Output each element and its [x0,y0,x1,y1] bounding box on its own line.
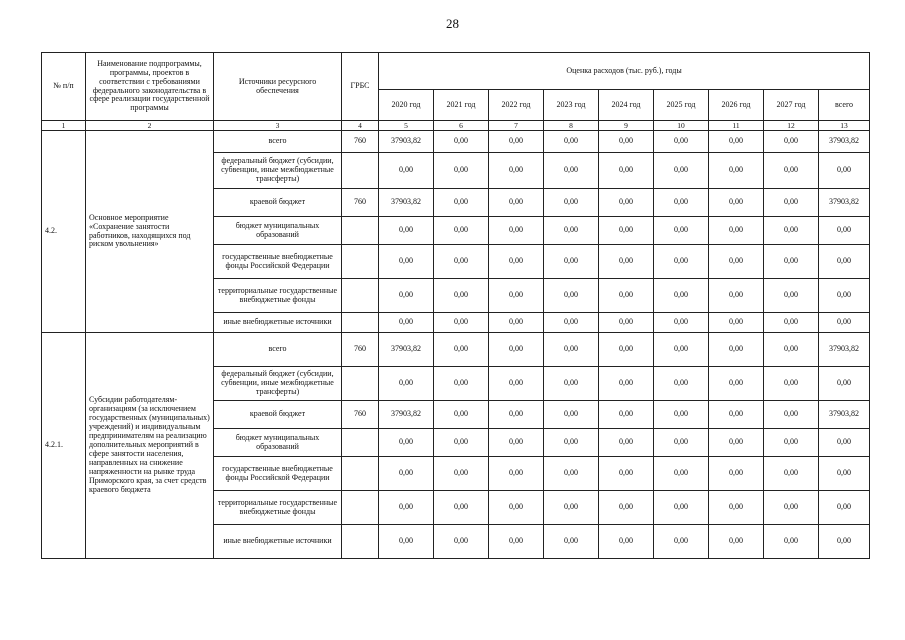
amount-cell: 0,00 [654,153,709,189]
amount-cell: 0,00 [819,245,870,279]
amount-cell: 0,00 [654,217,709,245]
amount-cell: 0,00 [709,367,764,401]
amount-cell: 0,00 [544,279,599,313]
amount-cell: 0,00 [544,457,599,491]
funding-source: бюджет муниципальных образований [214,217,342,245]
amount-cell: 0,00 [654,525,709,559]
amount-cell: 0,00 [379,313,434,333]
amount-cell: 0,00 [654,401,709,429]
amount-cell: 0,00 [599,333,654,367]
column-number: 4 [342,121,379,131]
amount-cell: 0,00 [379,429,434,457]
amount-cell: 0,00 [544,131,599,153]
amount-cell: 0,00 [489,279,544,313]
table-row [42,333,870,367]
amount-cell: 0,00 [709,313,764,333]
amount-cell: 0,00 [764,525,819,559]
grbs-code: 760 [342,401,379,429]
amount-cell: 0,00 [434,131,489,153]
amount-cell: 0,00 [819,525,870,559]
amount-cell: 0,00 [654,429,709,457]
amount-cell: 0,00 [709,217,764,245]
amount-cell: 0,00 [709,131,764,153]
budget-table [41,52,870,559]
amount-cell: 0,00 [544,217,599,245]
amount-cell: 0,00 [434,525,489,559]
amount-cell: 0,00 [819,153,870,189]
amount-cell: 0,00 [764,429,819,457]
amount-cell: 37903,82 [819,189,870,217]
column-number: 10 [654,121,709,131]
amount-cell: 0,00 [819,313,870,333]
grbs-code [342,367,379,401]
amount-cell: 0,00 [434,333,489,367]
amount-cell: 0,00 [544,153,599,189]
amount-cell: 37903,82 [819,333,870,367]
amount-cell: 0,00 [819,491,870,525]
amount-cell: 0,00 [379,525,434,559]
amount-cell: 0,00 [489,313,544,333]
header-year: 2020 год [379,90,434,121]
header-source: Источники ресурсного обеспечения [214,53,342,121]
amount-cell: 0,00 [709,457,764,491]
amount-cell: 0,00 [544,401,599,429]
grbs-code [342,313,379,333]
amount-cell: 0,00 [654,367,709,401]
header-year: 2023 год [544,90,599,121]
amount-cell: 0,00 [544,189,599,217]
amount-cell: 0,00 [654,491,709,525]
amount-cell: 0,00 [434,313,489,333]
header-year: 2027 год [764,90,819,121]
row-number: 4.2. [42,131,86,333]
amount-cell: 0,00 [709,525,764,559]
column-number: 13 [819,121,870,131]
column-number: 9 [599,121,654,131]
amount-cell: 37903,82 [379,401,434,429]
activity-name: Основное мероприятие «Сохранение занятости работников, находящихся под риском увольнения» [86,131,214,333]
amount-cell: 0,00 [819,367,870,401]
header-year: всего [819,90,870,121]
amount-cell: 0,00 [819,279,870,313]
amount-cell: 0,00 [434,217,489,245]
grbs-code [342,525,379,559]
funding-source: федеральный бюджет (субсидии, субвенции, иные межбюджетные трансферты) [214,367,342,401]
amount-cell: 0,00 [434,245,489,279]
grbs-code: 760 [342,131,379,153]
amount-cell: 0,00 [599,429,654,457]
amount-cell: 0,00 [489,217,544,245]
header-estimate: Оценка расходов (тыс. руб.), годы [379,53,870,90]
amount-cell: 0,00 [764,313,819,333]
amount-cell: 0,00 [434,429,489,457]
amount-cell: 0,00 [379,367,434,401]
header-name: Наименование подпрограммы, программы, проектов в соответствии с требованиями федерального законодательства в сфере реализации государственной программы [86,53,214,121]
funding-source: иные внебюджетные источники [214,525,342,559]
amount-cell: 0,00 [764,457,819,491]
amount-cell: 0,00 [434,279,489,313]
row-number: 4.2.1. [42,333,86,559]
amount-cell: 0,00 [489,401,544,429]
funding-source: государственные внебюджетные фонды Российской Федерации [214,457,342,491]
amount-cell: 0,00 [379,491,434,525]
amount-cell: 0,00 [764,245,819,279]
amount-cell: 0,00 [709,189,764,217]
amount-cell: 0,00 [599,525,654,559]
funding-source: территориальные государственные внебюджетные фонды [214,491,342,525]
amount-cell: 0,00 [654,189,709,217]
amount-cell: 0,00 [654,333,709,367]
amount-cell: 0,00 [654,457,709,491]
table-row [42,131,870,153]
funding-source: всего [214,131,342,153]
amount-cell: 0,00 [489,457,544,491]
amount-cell: 37903,82 [819,131,870,153]
header-year: 2024 год [599,90,654,121]
amount-cell: 0,00 [489,525,544,559]
amount-cell: 0,00 [599,189,654,217]
funding-source: бюджет муниципальных образований [214,429,342,457]
amount-cell: 0,00 [764,491,819,525]
amount-cell: 0,00 [599,457,654,491]
amount-cell: 0,00 [599,245,654,279]
funding-source: краевой бюджет [214,189,342,217]
amount-cell: 0,00 [379,279,434,313]
column-number: 1 [42,121,86,131]
funding-source: иные внебюджетные источники [214,313,342,333]
amount-cell: 0,00 [544,245,599,279]
amount-cell: 0,00 [489,245,544,279]
grbs-code: 760 [342,189,379,217]
amount-cell: 0,00 [434,457,489,491]
header-year: 2021 год [434,90,489,121]
amount-cell: 0,00 [544,525,599,559]
amount-cell: 0,00 [544,367,599,401]
amount-cell: 37903,82 [379,189,434,217]
funding-source: государственные внебюджетные фонды Российской Федерации [214,245,342,279]
column-number: 8 [544,121,599,131]
amount-cell: 0,00 [379,457,434,491]
amount-cell: 0,00 [709,333,764,367]
grbs-code [342,279,379,313]
column-number: 7 [489,121,544,131]
column-number: 11 [709,121,764,131]
funding-source: краевой бюджет [214,401,342,429]
amount-cell: 0,00 [819,217,870,245]
amount-cell: 0,00 [599,313,654,333]
amount-cell: 0,00 [434,153,489,189]
amount-cell: 0,00 [819,457,870,491]
column-numbers-row [42,121,870,131]
grbs-code [342,217,379,245]
amount-cell: 0,00 [764,131,819,153]
funding-source: всего [214,333,342,367]
header-year: 2026 год [709,90,764,121]
amount-cell: 0,00 [764,217,819,245]
amount-cell: 0,00 [379,153,434,189]
grbs-code [342,429,379,457]
amount-cell: 0,00 [654,131,709,153]
funding-source: территориальные государственные внебюджетные фонды [214,279,342,313]
amount-cell: 0,00 [599,279,654,313]
amount-cell: 0,00 [599,367,654,401]
column-number: 5 [379,121,434,131]
amount-cell: 0,00 [544,333,599,367]
amount-cell: 37903,82 [379,131,434,153]
amount-cell: 0,00 [434,367,489,401]
amount-cell: 0,00 [599,153,654,189]
grbs-code [342,245,379,279]
amount-cell: 0,00 [764,189,819,217]
header-year: 2025 год [654,90,709,121]
column-number: 6 [434,121,489,131]
grbs-code [342,153,379,189]
header-grbs: ГРБС [342,53,379,121]
column-number: 2 [86,121,214,131]
amount-cell: 0,00 [599,491,654,525]
amount-cell: 0,00 [599,131,654,153]
grbs-code [342,457,379,491]
amount-cell: 0,00 [764,401,819,429]
amount-cell: 0,00 [709,245,764,279]
amount-cell: 0,00 [709,401,764,429]
column-number: 3 [214,121,342,131]
amount-cell: 0,00 [489,429,544,457]
column-number: 12 [764,121,819,131]
amount-cell: 0,00 [379,245,434,279]
amount-cell: 0,00 [434,189,489,217]
amount-cell: 0,00 [544,313,599,333]
amount-cell: 0,00 [489,491,544,525]
amount-cell: 0,00 [764,153,819,189]
amount-cell: 0,00 [764,367,819,401]
amount-cell: 37903,82 [379,333,434,367]
amount-cell: 0,00 [654,313,709,333]
amount-cell: 0,00 [489,367,544,401]
amount-cell: 0,00 [489,153,544,189]
table-body [42,131,870,559]
amount-cell: 0,00 [654,245,709,279]
grbs-code [342,491,379,525]
funding-source: федеральный бюджет (субсидии, субвенции, иные межбюджетные трансферты) [214,153,342,189]
amount-cell: 0,00 [489,333,544,367]
amount-cell: 0,00 [764,333,819,367]
amount-cell: 0,00 [709,279,764,313]
amount-cell: 37903,82 [819,401,870,429]
amount-cell: 0,00 [599,401,654,429]
amount-cell: 0,00 [489,189,544,217]
header-year: 2022 год [489,90,544,121]
amount-cell: 0,00 [379,217,434,245]
amount-cell: 0,00 [709,491,764,525]
amount-cell: 0,00 [489,131,544,153]
activity-name: Субсидии работодателям-организациям (за исключением государственных (муниципальных) учреждений) и индивидуальным предпринимателям на реализацию дополнительных мероприятий в сфере занятости населения, направленных на снижение напряженности на рынке труда Приморского края, за счет средств краевого бюджета [86,333,214,559]
amount-cell: 0,00 [544,491,599,525]
amount-cell: 0,00 [819,429,870,457]
grbs-code: 760 [342,333,379,367]
page-number: 28 [446,16,459,31]
amount-cell: 0,00 [709,429,764,457]
amount-cell: 0,00 [434,401,489,429]
amount-cell: 0,00 [599,217,654,245]
amount-cell: 0,00 [654,279,709,313]
amount-cell: 0,00 [709,153,764,189]
amount-cell: 0,00 [434,491,489,525]
header-number: № п/п [42,53,86,121]
amount-cell: 0,00 [764,279,819,313]
amount-cell: 0,00 [544,429,599,457]
